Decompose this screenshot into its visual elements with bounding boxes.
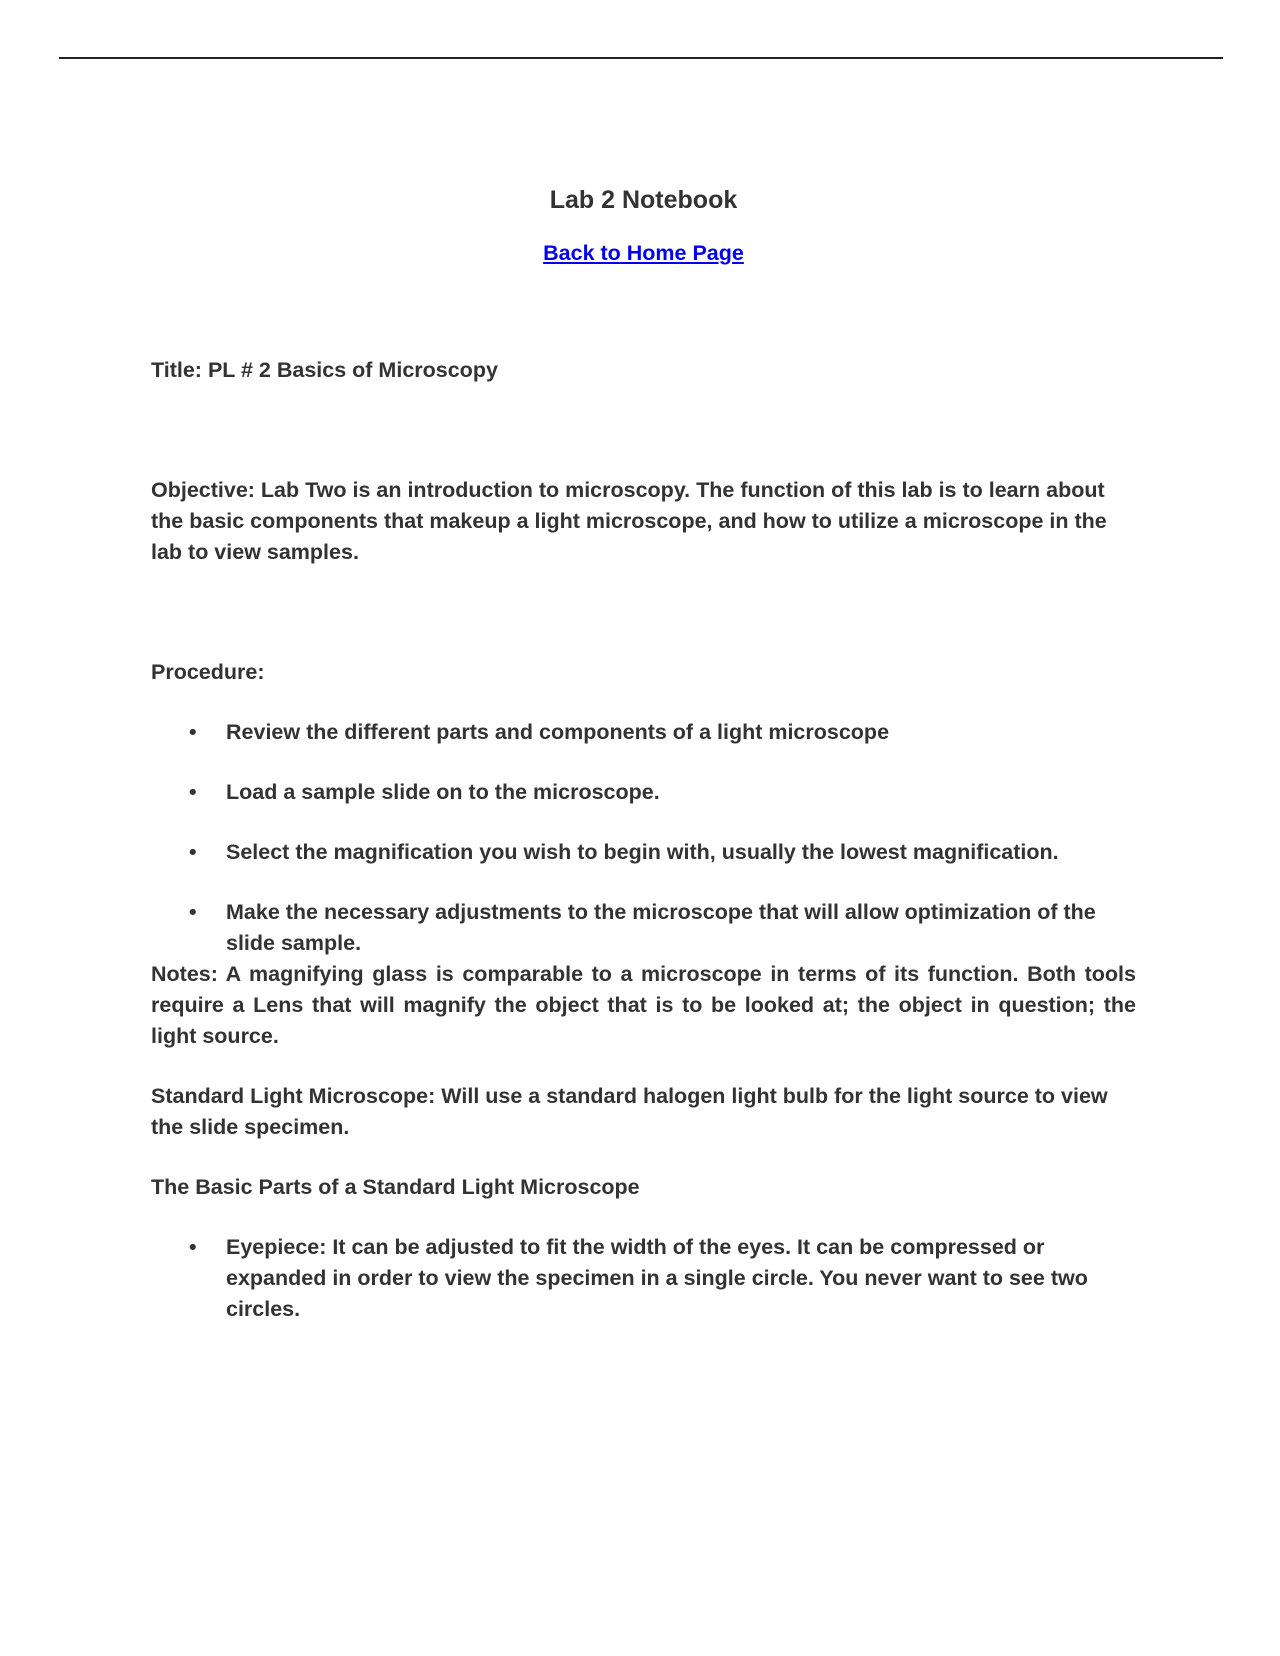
parts-list <box>151 1232 1136 1325</box>
procedure-step <box>151 717 1136 748</box>
back-to-home-link[interactable]: Back to Home Page <box>543 241 744 265</box>
procedure-heading: Procedure: <box>151 660 265 684</box>
parts-heading: The Basic Parts of a Standard Light Microscope <box>151 1175 640 1199</box>
part-item <box>151 1232 1136 1325</box>
bullet-icon: • <box>189 780 197 804</box>
procedure-step-text: Review the different parts and components of a light microscope <box>226 720 890 744</box>
page-title: Lab 2 Notebook <box>549 186 738 214</box>
objective-paragraph: Objective: Lab Two is an introduction to microscopy. The function of this lab is to learn about the basic components that makeup a light microscope, and how to utilize a microscope in the lab to view samples. <box>151 478 1107 564</box>
bullet-icon: • <box>189 900 197 924</box>
notes-paragraph: Notes: A magnifying glass is comparable to a microscope in terms of its function. Both tools require a Lens that will magnify the object that is to be looked at; the object in question; the light source. <box>151 962 1136 1048</box>
standard-microscope-paragraph: Standard Light Microscope: Will use a standard halogen light bulb for the light source to view the slide specimen. <box>151 1084 1108 1139</box>
procedure-step <box>151 897 1136 959</box>
procedure-step <box>151 777 1136 808</box>
procedure-list <box>151 717 1136 959</box>
lab-title: Title: PL # 2 Basics of Microscopy <box>151 358 498 382</box>
notebook-page <box>151 180 1136 1354</box>
bullet-icon: • <box>189 1235 197 1259</box>
bullet-icon: • <box>189 840 197 864</box>
procedure-step-text: Make the necessary adjustments to the microscope that will allow optimization of the slide sample. <box>226 900 1096 955</box>
header-rule <box>59 57 1223 59</box>
home-link-container <box>151 238 1136 269</box>
procedure-step-text: Select the magnification you wish to begin with, usually the lowest magnification. <box>226 840 1059 864</box>
procedure-step-text: Load a sample slide on to the microscope. <box>226 780 660 804</box>
bullet-icon: • <box>189 720 197 744</box>
procedure-step <box>151 837 1136 868</box>
part-item-text: Eyepiece: It can be adjusted to fit the width of the eyes. It can be compressed or expanded in order to view the specimen in a single circle. You never want to see two circles. <box>226 1235 1088 1321</box>
